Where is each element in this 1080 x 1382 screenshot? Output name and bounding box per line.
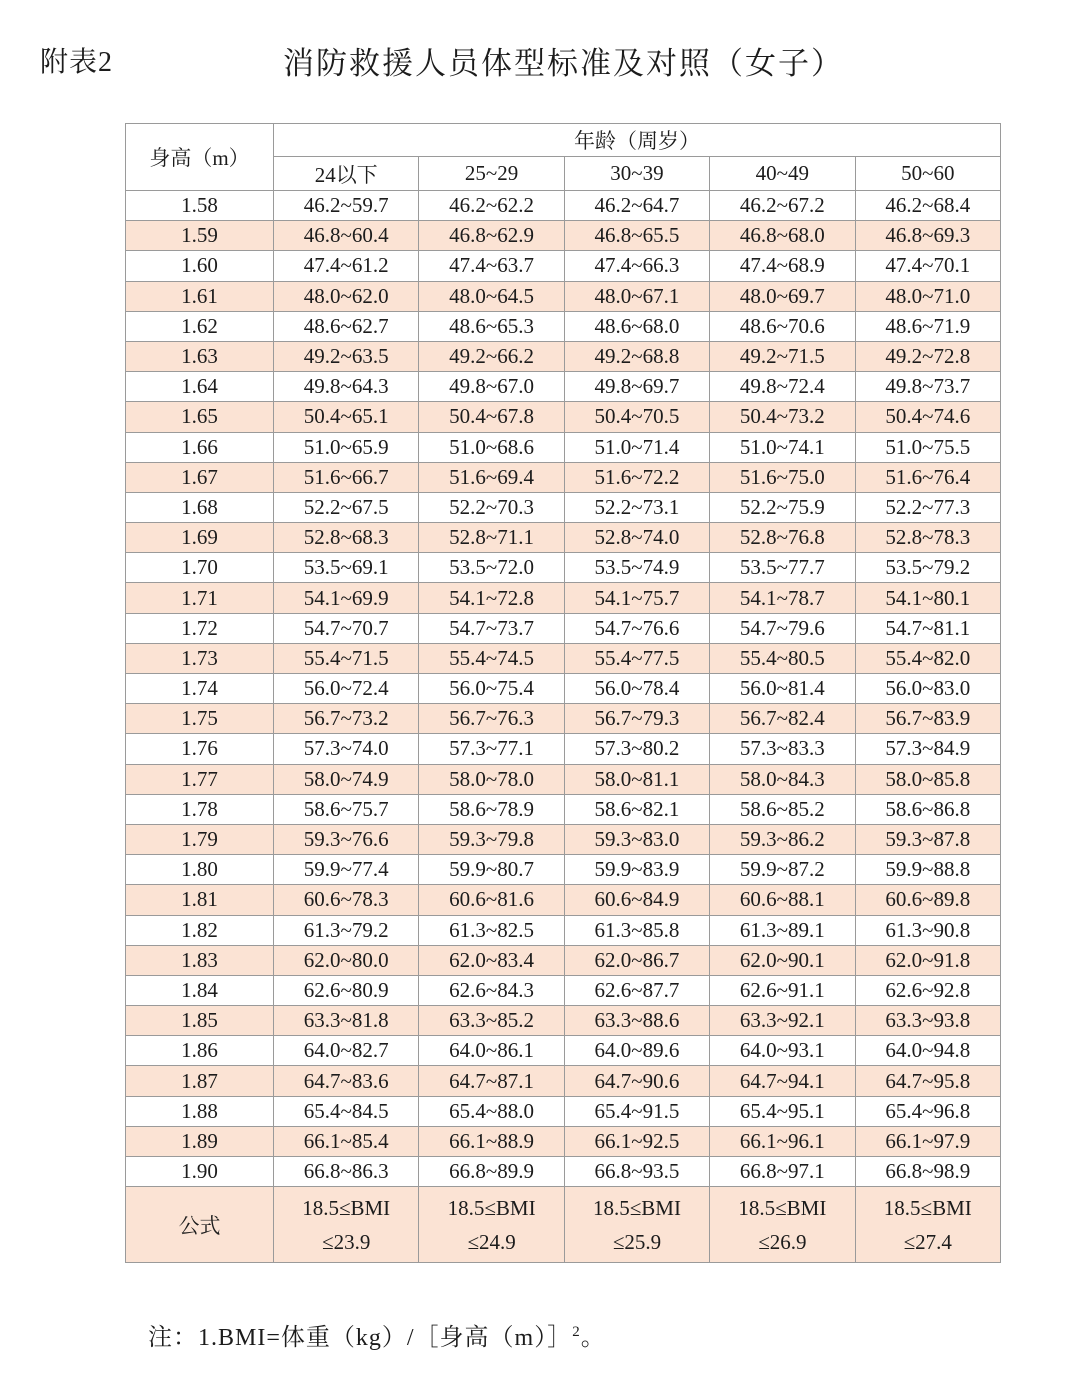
weight-range-cell: 57.3~84.9 [855, 734, 1000, 764]
weight-range-cell: 50.4~74.6 [855, 402, 1000, 432]
height-cell: 1.72 [126, 613, 274, 643]
age-group-col-header: 25~29 [419, 157, 564, 191]
weight-range-cell: 62.0~86.7 [564, 945, 709, 975]
height-cell: 1.59 [126, 221, 274, 251]
weight-range-cell: 56.7~79.3 [564, 704, 709, 734]
age-group-col-header: 24以下 [274, 157, 419, 191]
height-cell: 1.88 [126, 1096, 274, 1126]
height-cell: 1.86 [126, 1036, 274, 1066]
table-row [126, 281, 1001, 311]
weight-range-cell: 58.0~84.3 [710, 764, 855, 794]
weight-range-cell: 47.4~63.7 [419, 251, 564, 281]
weight-range-cell: 58.6~75.7 [274, 794, 419, 824]
formula-limit-line: ≤25.9 [612, 1229, 662, 1254]
height-cell: 1.87 [126, 1066, 274, 1096]
table-row [126, 341, 1001, 371]
height-cell: 1.83 [126, 945, 274, 975]
weight-range-cell: 61.3~85.8 [564, 915, 709, 945]
weight-range-cell: 47.4~66.3 [564, 251, 709, 281]
table-row [126, 794, 1001, 824]
height-cell: 1.69 [126, 523, 274, 553]
weight-range-cell: 54.7~70.7 [274, 613, 419, 643]
table-row [126, 764, 1001, 794]
table-row [126, 251, 1001, 281]
formula-cell [855, 1187, 1000, 1263]
table-row [126, 1096, 1001, 1126]
weight-range-cell: 53.5~79.2 [855, 553, 1000, 583]
weight-range-cell: 53.5~77.7 [710, 553, 855, 583]
weight-range-cell: 51.0~71.4 [564, 432, 709, 462]
formula-row [126, 1187, 1001, 1263]
weight-range-cell: 49.8~69.7 [564, 372, 709, 402]
weight-range-cell: 49.2~66.2 [419, 341, 564, 371]
height-cell: 1.61 [126, 281, 274, 311]
weight-range-cell: 50.4~73.2 [710, 402, 855, 432]
weight-range-cell: 46.8~68.0 [710, 221, 855, 251]
weight-range-cell: 57.3~77.1 [419, 734, 564, 764]
weight-range-cell: 66.8~89.9 [419, 1157, 564, 1187]
height-cell: 1.85 [126, 1006, 274, 1036]
weight-range-cell: 66.1~85.4 [274, 1126, 419, 1156]
weight-range-cell: 58.0~85.8 [855, 764, 1000, 794]
weight-range-cell: 56.0~83.0 [855, 674, 1000, 704]
header-row-main [126, 124, 1001, 157]
weight-range-cell: 54.7~73.7 [419, 613, 564, 643]
weight-range-cell: 62.6~84.3 [419, 975, 564, 1005]
weight-range-cell: 52.2~73.1 [564, 492, 709, 522]
weight-range-cell: 59.3~83.0 [564, 824, 709, 854]
weight-range-cell: 49.2~68.8 [564, 341, 709, 371]
weight-range-cell: 65.4~91.5 [564, 1096, 709, 1126]
weight-range-cell: 58.6~85.2 [710, 794, 855, 824]
table-body [126, 191, 1001, 1187]
formula-cell [274, 1187, 419, 1263]
weight-range-cell: 52.8~71.1 [419, 523, 564, 553]
footnote-superscript: 2 [572, 1324, 581, 1340]
age-group-col-header: 50~60 [855, 157, 1000, 191]
weight-range-cell: 59.9~83.9 [564, 855, 709, 885]
age-group-col-header: 30~39 [564, 157, 709, 191]
weight-range-cell: 51.0~65.9 [274, 432, 419, 462]
weight-range-cell: 56.7~82.4 [710, 704, 855, 734]
weight-range-cell: 48.6~68.0 [564, 311, 709, 341]
formula-cell [564, 1187, 709, 1263]
table-footer [126, 1187, 1001, 1263]
weight-range-cell: 62.0~80.0 [274, 945, 419, 975]
table-row [126, 1066, 1001, 1096]
table-row [126, 372, 1001, 402]
weight-range-cell: 66.8~93.5 [564, 1157, 709, 1187]
weight-range-cell: 62.0~90.1 [710, 945, 855, 975]
weight-range-cell: 61.3~79.2 [274, 915, 419, 945]
weight-range-cell: 48.0~71.0 [855, 281, 1000, 311]
weight-range-cell: 49.8~72.4 [710, 372, 855, 402]
height-cell: 1.67 [126, 462, 274, 492]
age-group-header: 年龄（周岁） [274, 124, 1001, 157]
table-row [126, 1157, 1001, 1187]
weight-range-cell: 59.9~80.7 [419, 855, 564, 885]
weight-range-cell: 58.0~78.0 [419, 764, 564, 794]
weight-range-cell: 64.7~90.6 [564, 1066, 709, 1096]
weight-range-cell: 49.8~73.7 [855, 372, 1000, 402]
formula-limit-line: ≤23.9 [322, 1229, 371, 1254]
table-row [126, 885, 1001, 915]
weight-range-cell: 53.5~74.9 [564, 553, 709, 583]
weight-range-cell: 48.0~62.0 [274, 281, 419, 311]
weight-range-cell: 56.0~72.4 [274, 674, 419, 704]
weight-range-cell: 56.0~81.4 [710, 674, 855, 704]
formula-bmi-line: 18.5≤BMI [447, 1195, 536, 1220]
weight-range-cell: 54.1~72.8 [419, 583, 564, 613]
weight-range-cell: 63.3~92.1 [710, 1006, 855, 1036]
formula-cell [710, 1187, 855, 1263]
weight-range-cell: 54.1~69.9 [274, 583, 419, 613]
weight-range-cell: 55.4~82.0 [855, 643, 1000, 673]
height-cell: 1.77 [126, 764, 274, 794]
table-row [126, 643, 1001, 673]
table-row [126, 975, 1001, 1005]
weight-range-cell: 64.0~94.8 [855, 1036, 1000, 1066]
weight-range-cell: 48.0~67.1 [564, 281, 709, 311]
weight-range-cell: 46.8~69.3 [855, 221, 1000, 251]
weight-range-cell: 56.7~76.3 [419, 704, 564, 734]
weight-range-cell: 58.0~74.9 [274, 764, 419, 794]
weight-range-cell: 66.1~96.1 [710, 1126, 855, 1156]
weight-range-cell: 51.6~75.0 [710, 462, 855, 492]
height-cell: 1.74 [126, 674, 274, 704]
weight-range-cell: 47.4~70.1 [855, 251, 1000, 281]
height-cell: 1.78 [126, 794, 274, 824]
weight-range-cell: 53.5~72.0 [419, 553, 564, 583]
weight-range-cell: 51.6~69.4 [419, 462, 564, 492]
formula-limit-line: ≤27.4 [903, 1229, 952, 1254]
weight-range-cell: 59.9~77.4 [274, 855, 419, 885]
weight-range-cell: 55.4~71.5 [274, 643, 419, 673]
age-group-col-header: 40~49 [710, 157, 855, 191]
table-row [126, 221, 1001, 251]
weight-range-cell: 48.6~71.9 [855, 311, 1000, 341]
weight-range-cell: 65.4~84.5 [274, 1096, 419, 1126]
table-header [126, 124, 1001, 191]
weight-range-cell: 62.6~92.8 [855, 975, 1000, 1005]
height-cell: 1.75 [126, 704, 274, 734]
weight-range-cell: 66.8~97.1 [710, 1157, 855, 1187]
table-row [126, 915, 1001, 945]
weight-range-cell: 64.7~87.1 [419, 1066, 564, 1096]
weight-range-cell: 49.8~67.0 [419, 372, 564, 402]
weight-range-cell: 51.0~74.1 [710, 432, 855, 462]
formula-bmi-line: 18.5≤BMI [302, 1195, 391, 1220]
weight-range-cell: 54.7~81.1 [855, 613, 1000, 643]
weight-range-cell: 62.6~80.9 [274, 975, 419, 1005]
formula-bmi-line: 18.5≤BMI [738, 1195, 827, 1220]
height-cell: 1.81 [126, 885, 274, 915]
weight-range-cell: 62.6~87.7 [564, 975, 709, 1005]
weight-range-cell: 63.3~81.8 [274, 1006, 419, 1036]
weight-range-cell: 64.7~94.1 [710, 1066, 855, 1096]
weight-range-cell: 52.8~74.0 [564, 523, 709, 553]
weight-range-cell: 62.0~91.8 [855, 945, 1000, 975]
page-title: 消防救援人员体型标准及对照（女子） [283, 46, 844, 81]
table-row [126, 734, 1001, 764]
weight-range-cell: 55.4~80.5 [710, 643, 855, 673]
weight-range-cell: 57.3~80.2 [564, 734, 709, 764]
table-row [126, 1126, 1001, 1156]
height-cell: 1.80 [126, 855, 274, 885]
weight-range-cell: 52.2~75.9 [710, 492, 855, 522]
height-cell: 1.63 [126, 341, 274, 371]
weight-range-cell: 59.3~86.2 [710, 824, 855, 854]
weight-range-cell: 65.4~96.8 [855, 1096, 1000, 1126]
weight-range-cell: 56.0~75.4 [419, 674, 564, 704]
weight-range-cell: 52.8~68.3 [274, 523, 419, 553]
weight-range-cell: 56.7~83.9 [855, 704, 1000, 734]
weight-range-cell: 59.3~87.8 [855, 824, 1000, 854]
weight-range-cell: 46.8~62.9 [419, 221, 564, 251]
weight-range-cell: 51.0~75.5 [855, 432, 1000, 462]
table-row [126, 855, 1001, 885]
weight-range-cell: 64.7~95.8 [855, 1066, 1000, 1096]
weight-range-cell: 62.0~83.4 [419, 945, 564, 975]
height-column-header: 身高（m） [126, 124, 274, 191]
weight-range-cell: 55.4~77.5 [564, 643, 709, 673]
weight-range-cell: 50.4~67.8 [419, 402, 564, 432]
weight-range-cell: 59.9~87.2 [710, 855, 855, 885]
weight-range-cell: 61.3~90.8 [855, 915, 1000, 945]
bmi-standards-table [125, 123, 1001, 1263]
weight-range-cell: 49.2~71.5 [710, 341, 855, 371]
weight-range-cell: 48.6~65.3 [419, 311, 564, 341]
weight-range-cell: 60.6~78.3 [274, 885, 419, 915]
weight-range-cell: 57.3~83.3 [710, 734, 855, 764]
formula-bmi-line: 18.5≤BMI [883, 1195, 972, 1220]
weight-range-cell: 47.4~61.2 [274, 251, 419, 281]
weight-range-cell: 52.8~78.3 [855, 523, 1000, 553]
weight-range-cell: 48.6~70.6 [710, 311, 855, 341]
weight-range-cell: 54.1~80.1 [855, 583, 1000, 613]
weight-range-cell: 46.2~68.4 [855, 191, 1000, 221]
weight-range-cell: 60.6~81.6 [419, 885, 564, 915]
weight-range-cell: 59.3~79.8 [419, 824, 564, 854]
table-row [126, 432, 1001, 462]
table-row [126, 945, 1001, 975]
weight-range-cell: 62.6~91.1 [710, 975, 855, 1005]
height-cell: 1.89 [126, 1126, 274, 1156]
weight-range-cell: 66.8~86.3 [274, 1157, 419, 1187]
weight-range-cell: 51.6~66.7 [274, 462, 419, 492]
weight-range-cell: 54.7~76.6 [564, 613, 709, 643]
weight-range-cell: 58.6~86.8 [855, 794, 1000, 824]
weight-range-cell: 48.6~62.7 [274, 311, 419, 341]
weight-range-cell: 51.6~72.2 [564, 462, 709, 492]
weight-range-cell: 63.3~93.8 [855, 1006, 1000, 1036]
weight-range-cell: 52.8~76.8 [710, 523, 855, 553]
weight-range-cell: 64.7~83.6 [274, 1066, 419, 1096]
height-cell: 1.66 [126, 432, 274, 462]
weight-range-cell: 56.7~73.2 [274, 704, 419, 734]
footnote [148, 1317, 606, 1352]
weight-range-cell: 46.8~65.5 [564, 221, 709, 251]
weight-range-cell: 48.0~64.5 [419, 281, 564, 311]
weight-range-cell: 54.1~78.7 [710, 583, 855, 613]
weight-range-cell: 60.6~88.1 [710, 885, 855, 915]
weight-range-cell: 51.0~68.6 [419, 432, 564, 462]
weight-range-cell: 58.0~81.1 [564, 764, 709, 794]
weight-range-cell: 54.7~79.6 [710, 613, 855, 643]
weight-range-cell: 48.0~69.7 [710, 281, 855, 311]
weight-range-cell: 54.1~75.7 [564, 583, 709, 613]
weight-range-cell: 53.5~69.1 [274, 553, 419, 583]
weight-range-cell: 63.3~85.2 [419, 1006, 564, 1036]
formula-bmi-line: 18.5≤BMI [593, 1195, 681, 1220]
table-row [126, 402, 1001, 432]
weight-range-cell: 64.0~89.6 [564, 1036, 709, 1066]
table-row [126, 1036, 1001, 1066]
weight-range-cell: 61.3~82.5 [419, 915, 564, 945]
table-row [126, 674, 1001, 704]
weight-range-cell: 52.2~67.5 [274, 492, 419, 522]
weight-range-cell: 65.4~95.1 [710, 1096, 855, 1126]
formula-limit-line: ≤26.9 [758, 1229, 807, 1254]
height-cell: 1.68 [126, 492, 274, 522]
height-cell: 1.64 [126, 372, 274, 402]
weight-range-cell: 59.9~88.8 [855, 855, 1000, 885]
height-cell: 1.58 [126, 191, 274, 221]
weight-range-cell: 46.2~67.2 [710, 191, 855, 221]
table-row [126, 1006, 1001, 1036]
weight-range-cell: 49.2~63.5 [274, 341, 419, 371]
weight-range-cell: 63.3~88.6 [564, 1006, 709, 1036]
table-row [126, 191, 1001, 221]
weight-range-cell: 51.6~76.4 [855, 462, 1000, 492]
weight-range-cell: 58.6~78.9 [419, 794, 564, 824]
formula-cell [419, 1187, 564, 1263]
height-cell: 1.82 [126, 915, 274, 945]
weight-range-cell: 55.4~74.5 [419, 643, 564, 673]
weight-range-cell: 64.0~86.1 [419, 1036, 564, 1066]
title-row [0, 40, 1080, 82]
footnote-text: 注：1.BMI=体重（kg）/［身高（m）］ [148, 1325, 573, 1351]
weight-range-cell: 64.0~93.1 [710, 1036, 855, 1066]
table-row [126, 553, 1001, 583]
appendix-label: 附表2 [40, 47, 114, 78]
weight-range-cell: 66.1~92.5 [564, 1126, 709, 1156]
weight-range-cell: 46.2~64.7 [564, 191, 709, 221]
weight-range-cell: 58.6~82.1 [564, 794, 709, 824]
weight-range-cell: 50.4~70.5 [564, 402, 709, 432]
height-cell: 1.76 [126, 734, 274, 764]
table-row [126, 583, 1001, 613]
table-row [126, 492, 1001, 522]
height-cell: 1.79 [126, 824, 274, 854]
height-cell: 1.71 [126, 583, 274, 613]
table-row [126, 311, 1001, 341]
height-cell: 1.70 [126, 553, 274, 583]
weight-range-cell: 59.3~76.6 [274, 824, 419, 854]
weight-range-cell: 60.6~89.8 [855, 885, 1000, 915]
height-cell: 1.73 [126, 643, 274, 673]
height-cell: 1.90 [126, 1157, 274, 1187]
weight-range-cell: 65.4~88.0 [419, 1096, 564, 1126]
weight-range-cell: 52.2~77.3 [855, 492, 1000, 522]
weight-range-cell: 66.1~97.9 [855, 1126, 1000, 1156]
weight-range-cell: 60.6~84.9 [564, 885, 709, 915]
height-cell: 1.65 [126, 402, 274, 432]
table-row [126, 462, 1001, 492]
table-row [126, 613, 1001, 643]
weight-range-cell: 66.8~98.9 [855, 1157, 1000, 1187]
table-row [126, 523, 1001, 553]
weight-range-cell: 47.4~68.9 [710, 251, 855, 281]
weight-range-cell: 57.3~74.0 [274, 734, 419, 764]
table-row [126, 704, 1001, 734]
table-row [126, 824, 1001, 854]
formula-limit-line: ≤24.9 [467, 1229, 516, 1254]
height-cell: 1.84 [126, 975, 274, 1005]
weight-range-cell: 52.2~70.3 [419, 492, 564, 522]
weight-range-cell: 46.8~60.4 [274, 221, 419, 251]
weight-range-cell: 56.0~78.4 [564, 674, 709, 704]
footnote-suffix: 。 [580, 1325, 606, 1351]
weight-range-cell: 46.2~59.7 [274, 191, 419, 221]
weight-range-cell: 50.4~65.1 [274, 402, 419, 432]
weight-range-cell: 49.2~72.8 [855, 341, 1000, 371]
height-cell: 1.60 [126, 251, 274, 281]
weight-range-cell: 66.1~88.9 [419, 1126, 564, 1156]
weight-range-cell: 61.3~89.1 [710, 915, 855, 945]
weight-range-cell: 46.2~62.2 [419, 191, 564, 221]
weight-range-cell: 49.8~64.3 [274, 372, 419, 402]
weight-range-cell: 64.0~82.7 [274, 1036, 419, 1066]
height-cell: 1.62 [126, 311, 274, 341]
formula-label: 公式 [126, 1187, 274, 1263]
